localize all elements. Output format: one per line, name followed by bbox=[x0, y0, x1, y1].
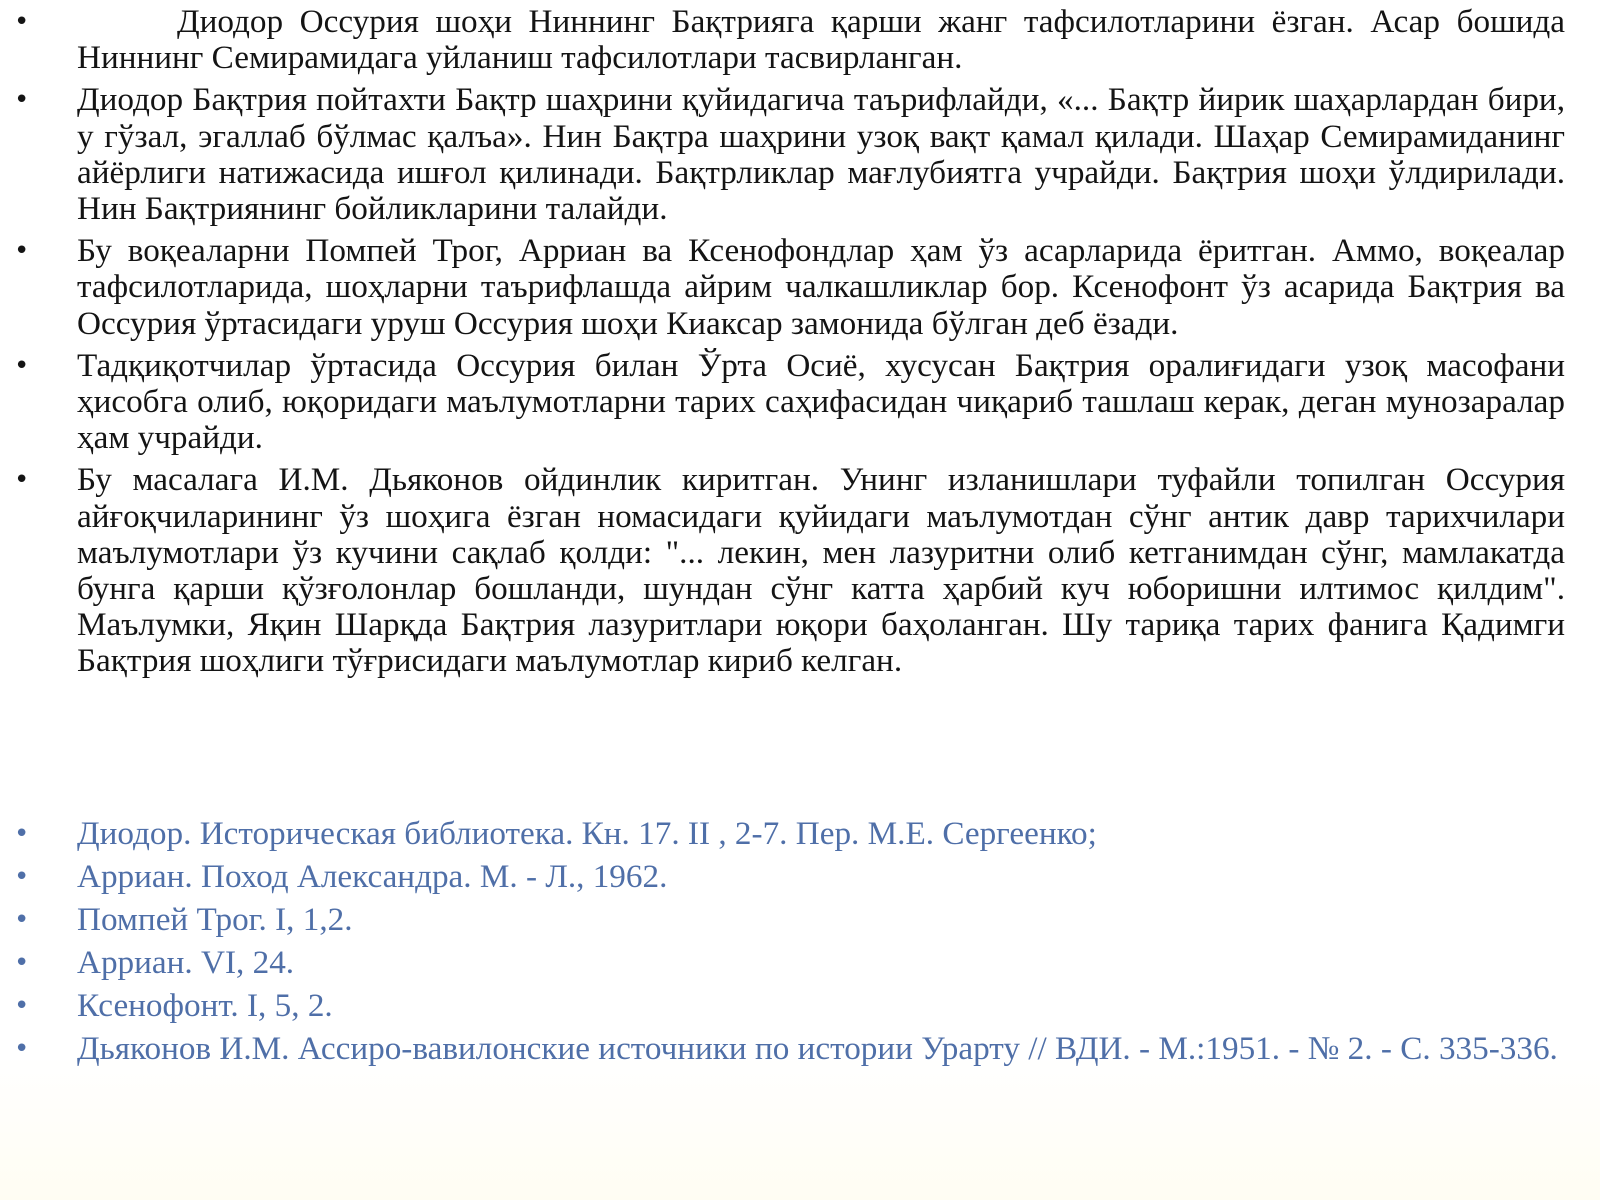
paragraph-text: Тадқиқотчилар ўртасида Оссурия билан Ўрта Осиё, хусусан Бақтрия оралиғидаги узоқ масофани ҳисобга олиб, юқоридаги маълумотларни тарих саҳифасидан чиқариб ташлаш керак, деган мунозаралар ҳам учрайди. bbox=[77, 346, 1565, 457]
bullet-icon: • bbox=[14, 1034, 30, 1064]
reference-text: Дьяконов И.М. Ассиро-вавилонские источники по истории Урарту // ВДИ. - М.:1951. - № 2. - С. 335-336. bbox=[77, 1030, 1558, 1067]
reference-list bbox=[0, 816, 1600, 1074]
body-paragraph bbox=[0, 462, 1600, 679]
reference-text: Помпей Трог. I, 1,2. bbox=[77, 901, 353, 938]
bullet-icon: • bbox=[14, 862, 30, 892]
bullet-icon: • bbox=[14, 7, 30, 37]
body-paragraph bbox=[0, 348, 1600, 457]
bullet-icon: • bbox=[14, 819, 30, 849]
bullet-icon: • bbox=[14, 991, 30, 1021]
paragraph-text: Диодор Оссурия шоҳи Ниннинг Бақтрияга қарши жанг тафсилотларини ёзган. Асар бошида Ниннинг Семирамидага уйланиш тафсилотлари тасвирланган. bbox=[77, 3, 1565, 77]
paragraph-text: Бу воқеаларни Помпей Трог, Арриан ва Ксенофондлар ҳам ўз асарларида ёритган. Аммо, воқеалар тафсилотларида, шоҳларни таърифлашда айрим чалкашликлар бор. Ксенофонт ўз асарида Бақтрия ва Оссурия ўртасидаги уруш Оссурия шоҳи Киаксар замонида бўлган деб ёзади. bbox=[77, 232, 1565, 342]
reference-item bbox=[0, 945, 1600, 981]
body-paragraph-list bbox=[0, 4, 1600, 686]
body-paragraph bbox=[0, 82, 1600, 227]
bullet-icon: • bbox=[14, 948, 30, 978]
bullet-icon: • bbox=[14, 465, 30, 496]
bullet-icon: • bbox=[14, 236, 30, 267]
reference-text: Арриан. VI, 24. bbox=[77, 944, 295, 981]
reference-text: Арриан. Поход Александра. М. - Л., 1962. bbox=[77, 858, 668, 895]
reference-item bbox=[0, 902, 1600, 938]
paragraph-text: Диодор Бақтрия пойтахти Бақтр шаҳрини қуйидагича таърифлайди, «... Бақтр йирик шаҳарлардан бири, у гўзал, эгаллаб бўлмас қалъа». Нин Бақтра шаҳрини узоқ вақт қамал қилади. Шаҳар Семирамиданинг айёрлиги натижасида ишғол қилинади. Бақтрликлар мағлубиятга учрайди. Бақтрия шоҳи ўлдирилади. Нин Бақтриянинг бойликларини талайди. bbox=[77, 81, 1565, 228]
reference-item bbox=[0, 816, 1600, 852]
bullet-icon: • bbox=[14, 85, 30, 116]
body-paragraph bbox=[0, 233, 1600, 342]
reference-item bbox=[0, 1031, 1600, 1067]
bullet-icon: • bbox=[14, 350, 30, 381]
reference-text: Диодор. Историческая библиотека. Кн. 17. II , 2-7. Пер. М.Е. Сергеенко; bbox=[77, 815, 1097, 852]
bullet-icon: • bbox=[14, 905, 30, 935]
reference-text: Ксенофонт. I, 5, 2. bbox=[77, 987, 333, 1024]
paragraph-text: Бу масалага И.М. Дьяконов ойдинлик киритган. Унинг изланишлари туфайли топилган Оссурия айғоқчиларининг ўз шоҳига ёзган номасидаги қуйидаги маълумотдан сўнг антик давр тарихчилари маълумотлари ўз кучини сақлаб қолди: "... лекин, мен лазуритни олиб кетганимдан сўнг, мамлакатда бунга қарши қўзғолонлар бошланди, шундан сўнг катта ҳарбий куч юборишни илтимос қилдим". Маълумки, Яқин Шарқда Бақтрия лазуритлари юқори баҳоланган. Шу тариқа тарих фанига Қадимги Бақтрия шоҳлиги тўғрисидаги маълумотлар кириб келган. bbox=[77, 461, 1565, 680]
body-paragraph bbox=[0, 4, 1600, 76]
reference-item bbox=[0, 988, 1600, 1024]
reference-item bbox=[0, 859, 1600, 895]
